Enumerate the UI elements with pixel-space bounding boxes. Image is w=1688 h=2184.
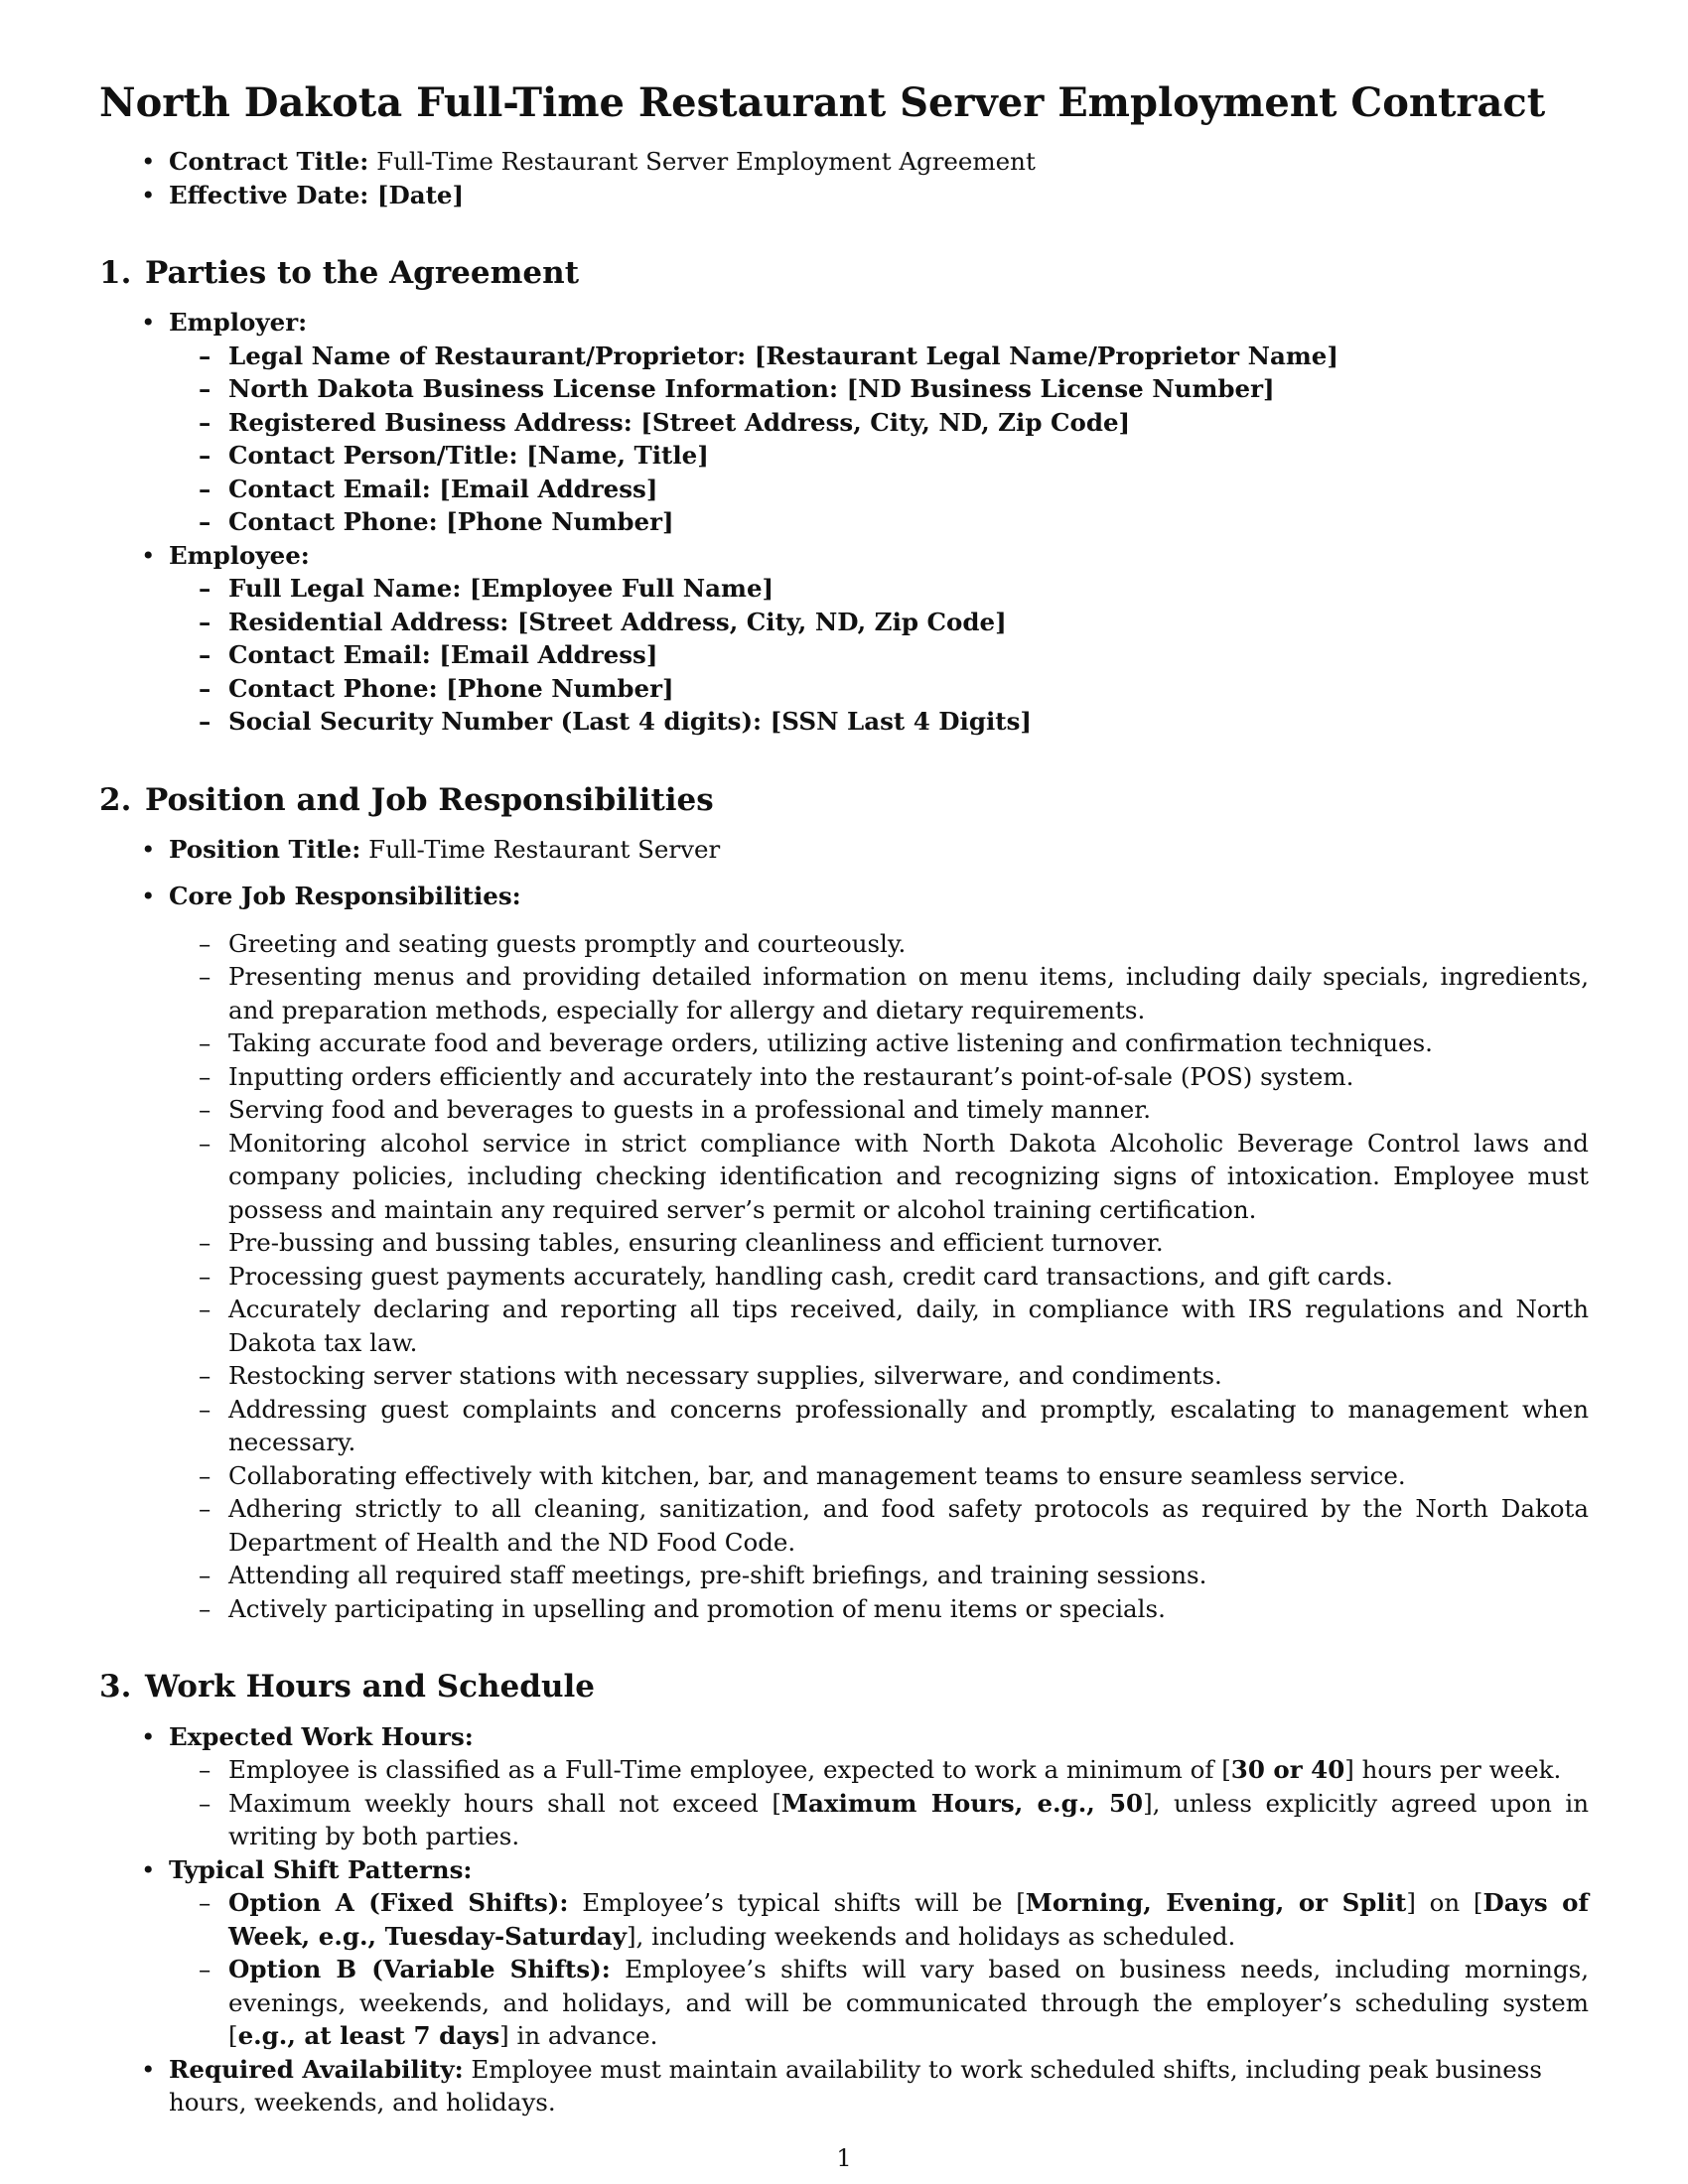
work-hours-list [99, 1720, 1589, 2119]
effective-date-label: Effective Date: [Date] [169, 180, 465, 209]
responsibility-item: – Restocking server stations with necessary supplies, silverware, and condiments. [228, 1359, 1589, 1393]
page-number: 1 [836, 2144, 852, 2172]
parties-list [99, 306, 1589, 739]
responsibility-item: – Adhering strictly to all cleaning, sanitization, and food safety protocols as required by the North Dakota Department of Health and the ND Food Code. [228, 1492, 1589, 1559]
option-a-days: Days of Week, e.g., Tuesday-Saturday [228, 1888, 1589, 1951]
responsibility-item: – Addressing guest complaints and concerns professionally and promptly, escalating to management when necessary. [228, 1393, 1589, 1459]
employee-item [169, 539, 1589, 739]
employee-address: – Residential Address: [Street Address, City, ND, Zip Code] [228, 606, 1589, 639]
responsibility-item: – Processing guest payments accurately, handling cash, credit card transactions, and gift cards. [228, 1260, 1589, 1294]
position-title-value: Full-Time Restaurant Server [368, 834, 721, 864]
section-3-heading [99, 1669, 1589, 1706]
option-b-item [228, 1953, 1589, 2053]
shift-patterns-item [169, 1853, 1589, 2053]
position-title-label: Position Title: [169, 834, 361, 864]
employer-legal-name: – Legal Name of Restaurant/Proprietor: [Restaurant Legal Name/Proprietor Name] [228, 340, 1589, 373]
header-info-list [99, 145, 1589, 211]
contract-title-item [169, 145, 1589, 179]
employee-contact-email: – Contact Email: [Email Address] [228, 638, 1589, 672]
expected-hours-details [169, 1753, 1589, 1853]
option-b-label: Option B (Variable Shifts): [228, 1955, 611, 1984]
option-a-shift-type: Morning, Evening, or Split [1025, 1888, 1407, 1918]
responsibility-item: – Serving food and beverages to guests in a professional and timely manner. [228, 1093, 1589, 1127]
required-availability-item [169, 2053, 1589, 2119]
employer-details [169, 340, 1589, 539]
responsibility-item: – Greeting and seating guests promptly and courteously. [228, 927, 1589, 961]
shift-options [169, 1886, 1589, 2053]
option-a-item [228, 1886, 1589, 1953]
responsibility-item: – Accurately declaring and reporting all tips received, daily, in compliance with IRS regulations and North Dakota tax law. [228, 1293, 1589, 1359]
section-2-heading [99, 782, 1589, 819]
option-b-text-2: ] in advance. [499, 2021, 658, 2051]
minimum-hours-text: Employee is classified as a Full-Time employee, expected to work a minimum of [ [228, 1755, 1231, 1785]
responsibility-item: – Taking accurate food and beverage orders, utilizing active listening and confirmation techniques. [228, 1026, 1589, 1060]
responsibility-item: – Collaborating effectively with kitchen, bar, and management teams to ensure seamless service. [228, 1459, 1589, 1493]
section-2-title: Position and Job Responsibilities [145, 781, 714, 818]
section-3-number: 3. [99, 1669, 132, 1706]
required-availability-label: Required Availability: [169, 2054, 464, 2084]
minimum-hours-value: 30 or 40 [1230, 1755, 1345, 1785]
employer-license: – North Dakota Business License Information: [ND Business License Number] [228, 372, 1589, 406]
required-availability-text: Employee must maintain availability to work scheduled shifts, including peak business hours, weekends, and holidays. [169, 2054, 1542, 2117]
employee-full-name: – Full Legal Name: [Employee Full Name] [228, 572, 1589, 606]
core-responsibilities-label: Core Job Responsibilities: [169, 882, 521, 911]
employer-item [169, 306, 1589, 539]
responsibility-item: – Inputting orders efficiently and accurately into the restaurant’s point-of-sale (POS) system. [228, 1060, 1589, 1094]
maximum-hours-value: Maximum Hours, e.g., 50 [780, 1788, 1144, 1818]
employee-label: Employee: [169, 540, 310, 570]
employee-contact-phone: – Contact Phone: [Phone Number] [228, 672, 1589, 706]
option-a-text: Employee’s typical shifts will be [ [568, 1888, 1026, 1918]
contract-title-value: Full-Time Restaurant Server Employment Agreement [376, 147, 1036, 176]
contract-title-label: Contract Title: [169, 147, 369, 176]
responsibility-item: – Actively participating in upselling and promotion of menu items or specials. [228, 1592, 1589, 1626]
document-page [99, 79, 1589, 2119]
employee-ssn: – Social Security Number (Last 4 digits): [SSN Last 4 Digits] [228, 705, 1589, 739]
core-responsibilities-item [169, 880, 1589, 1625]
minimum-hours-item [228, 1753, 1589, 1787]
option-a-label: Option A (Fixed Shifts): [228, 1888, 569, 1918]
section-1-heading [99, 255, 1589, 292]
responsibility-item: – Presenting menus and providing detailed information on menu items, including daily specials, ingredients, and preparation methods, especially for allergy and dietary requirements. [228, 960, 1589, 1026]
option-b-notice: e.g., at least 7 days [237, 2021, 500, 2051]
maximum-hours-item [228, 1787, 1589, 1853]
position-title-item [169, 833, 1589, 867]
employer-contact-phone: – Contact Phone: [Phone Number] [228, 505, 1589, 539]
employer-contact-email: – Contact Email: [Email Address] [228, 473, 1589, 506]
section-2-number: 2. [99, 781, 132, 818]
expected-hours-item [169, 1720, 1589, 1853]
option-a-text-2: ] on [ [1406, 1888, 1483, 1918]
employee-details [169, 572, 1589, 739]
section-1-number: 1. [99, 255, 132, 291]
employer-contact-person: – Contact Person/Title: [Name, Title] [228, 439, 1589, 473]
expected-hours-label: Expected Work Hours: [169, 1721, 474, 1751]
responsibility-item: – Monitoring alcohol service in strict compliance with North Dakota Alcoholic Beverage Control laws and company policies, including checking identification and recognizing signs of intoxication. Employee must possess and maintain any required server’s permit or alcohol training certification. [228, 1127, 1589, 1227]
option-a-text-3: ], including weekends and holidays as scheduled. [627, 1921, 1236, 1951]
effective-date-item [169, 179, 1589, 212]
option-b-text: Employee’s shifts will vary based on business needs, including mornings, evenings, weekends, and holidays, and will be communicated through the employer’s scheduling system [ [228, 1955, 1589, 2051]
maximum-hours-text: Maximum weekly hours shall not exceed [ [228, 1788, 781, 1818]
document-title: North Dakota Full-Time Restaurant Server Employment Contract [99, 79, 1546, 126]
employer-address: – Registered Business Address: [Street Address, City, ND, Zip Code] [228, 406, 1589, 440]
maximum-hours-text-end: ], unless explicitly agreed upon in writing by both parties. [228, 1788, 1589, 1851]
shift-patterns-label: Typical Shift Patterns: [169, 1854, 473, 1884]
section-3-title: Work Hours and Schedule [145, 1669, 595, 1706]
responsibility-item: – Attending all required staff meetings, pre-shift briefings, and training sessions. [228, 1559, 1589, 1592]
minimum-hours-text-end: ] hours per week. [1344, 1755, 1562, 1785]
responsibilities-list [169, 927, 1589, 1626]
responsibility-item: – Pre-bussing and bussing tables, ensuring cleanliness and efficient turnover. [228, 1226, 1589, 1260]
section-1-title: Parties to the Agreement [145, 255, 580, 291]
position-list [99, 833, 1589, 1626]
employer-label: Employer: [169, 308, 308, 338]
